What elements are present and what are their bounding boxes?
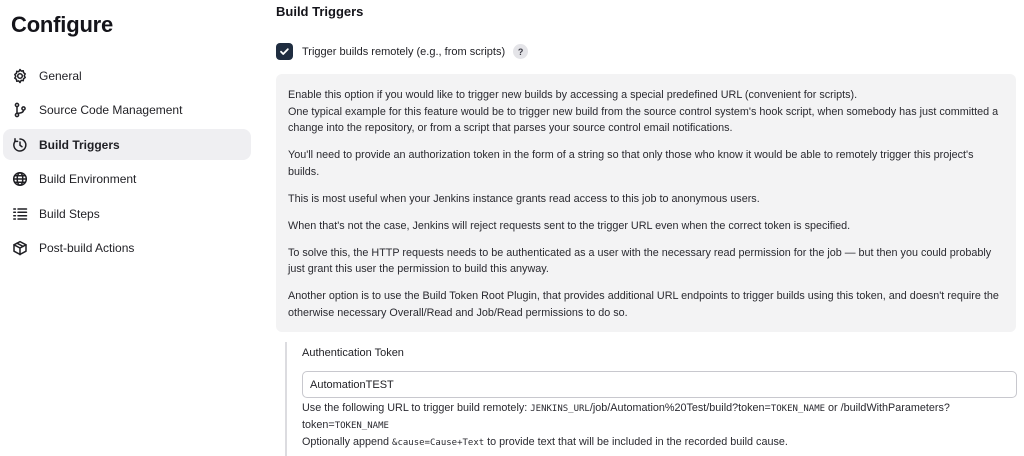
token-help-text: or /buildWithParameters? <box>825 402 950 414</box>
sidebar-item-label: Build Triggers <box>39 137 120 152</box>
sidebar-item-general[interactable] <box>3 60 251 91</box>
sidebar-item-label: Source Code Management <box>39 103 183 117</box>
sidebar-item-build-environment[interactable] <box>3 164 251 195</box>
help-text: One typical example for this feature would be to trigger new build from the source control system's hook script, when somebody has just committed a change into the repository, or from a script that parses your source control email notifications. <box>288 105 999 134</box>
sidebar-item-post-build-actions[interactable] <box>3 233 251 264</box>
token-help-text: Use the following URL to trigger build remotely: <box>302 402 531 414</box>
cause-code: &cause=Cause+Text <box>392 438 485 448</box>
help-paragraph: When that's not the case, Jenkins will reject requests sent to the trigger URL even when the correct token is specified. <box>288 219 851 232</box>
sidebar <box>0 0 262 456</box>
check-icon <box>279 46 290 57</box>
clock-icon <box>12 137 28 153</box>
trigger-remote-option <box>276 43 528 60</box>
trigger-remote-label[interactable]: Trigger builds remotely (e.g., from scripts) <box>302 45 506 58</box>
gear-icon <box>12 68 28 84</box>
authentication-token-block <box>285 342 1016 456</box>
help-paragraph: To solve this, the HTTP requests needs to be authenticated as a user with the necessary read permission for the job — but then you could probably just grant this user the permission to build this anyway. <box>288 246 992 275</box>
sidebar-item-label: Build Steps <box>39 206 100 221</box>
token-name-code: TOKEN_NAME <box>770 404 826 414</box>
sidebar-item-source-code-management[interactable] <box>3 95 251 126</box>
sidebar-item-label: Post-build Actions <box>39 241 135 255</box>
authentication-token-input[interactable] <box>302 371 1017 398</box>
token-help-text: Optionally append <box>302 436 393 448</box>
token-help-text: /job/Automation%20Test/build?token= <box>589 402 771 414</box>
trigger-remote-checkbox[interactable] <box>276 43 293 60</box>
jenkins-url-code: JENKINS_URL <box>530 404 590 414</box>
sidebar-nav <box>3 60 251 267</box>
list-icon <box>12 206 28 222</box>
help-paragraph: This is most useful when your Jenkins instance grants read access to this job to anonymous users. <box>288 192 760 205</box>
build-triggers-section <box>276 0 1016 456</box>
sidebar-item-label: General <box>39 68 82 83</box>
sidebar-item-label: Build Environment <box>39 172 137 186</box>
help-paragraph: You'll need to provide an authorization token in the form of a string so that only those who know it would be able to remotely trigger this project's builds. <box>288 149 974 178</box>
sidebar-item-build-triggers[interactable] <box>3 129 251 160</box>
branch-icon <box>12 102 28 118</box>
help-paragraph <box>288 87 1004 137</box>
token-name-code: TOKEN_NAME <box>334 421 389 431</box>
page-title: Configure <box>11 12 114 37</box>
section-title: Build Triggers <box>276 4 364 19</box>
help-panel <box>276 74 1016 332</box>
help-text: Enable this option if you would like to trigger new builds by accessing a special predefined URL (convenient for scripts). <box>288 89 858 101</box>
token-help-text: to provide text that will be included in the recorded build cause. <box>484 436 788 448</box>
globe-icon <box>12 171 28 187</box>
token-url-help <box>302 400 1017 451</box>
help-paragraph: Another option is to use the Build Token Root Plugin, that provides additional URL endpoints to trigger builds using this token, and doesn't require the otherwise necessary Overall/Read and Job/Read permissions to do so. <box>288 290 999 319</box>
help-icon[interactable]: ? <box>513 44 528 59</box>
sidebar-item-build-steps[interactable] <box>3 198 251 229</box>
token-help-text: token= <box>302 419 335 431</box>
cube-icon <box>12 240 28 256</box>
authentication-token-label: Authentication Token <box>302 347 404 359</box>
